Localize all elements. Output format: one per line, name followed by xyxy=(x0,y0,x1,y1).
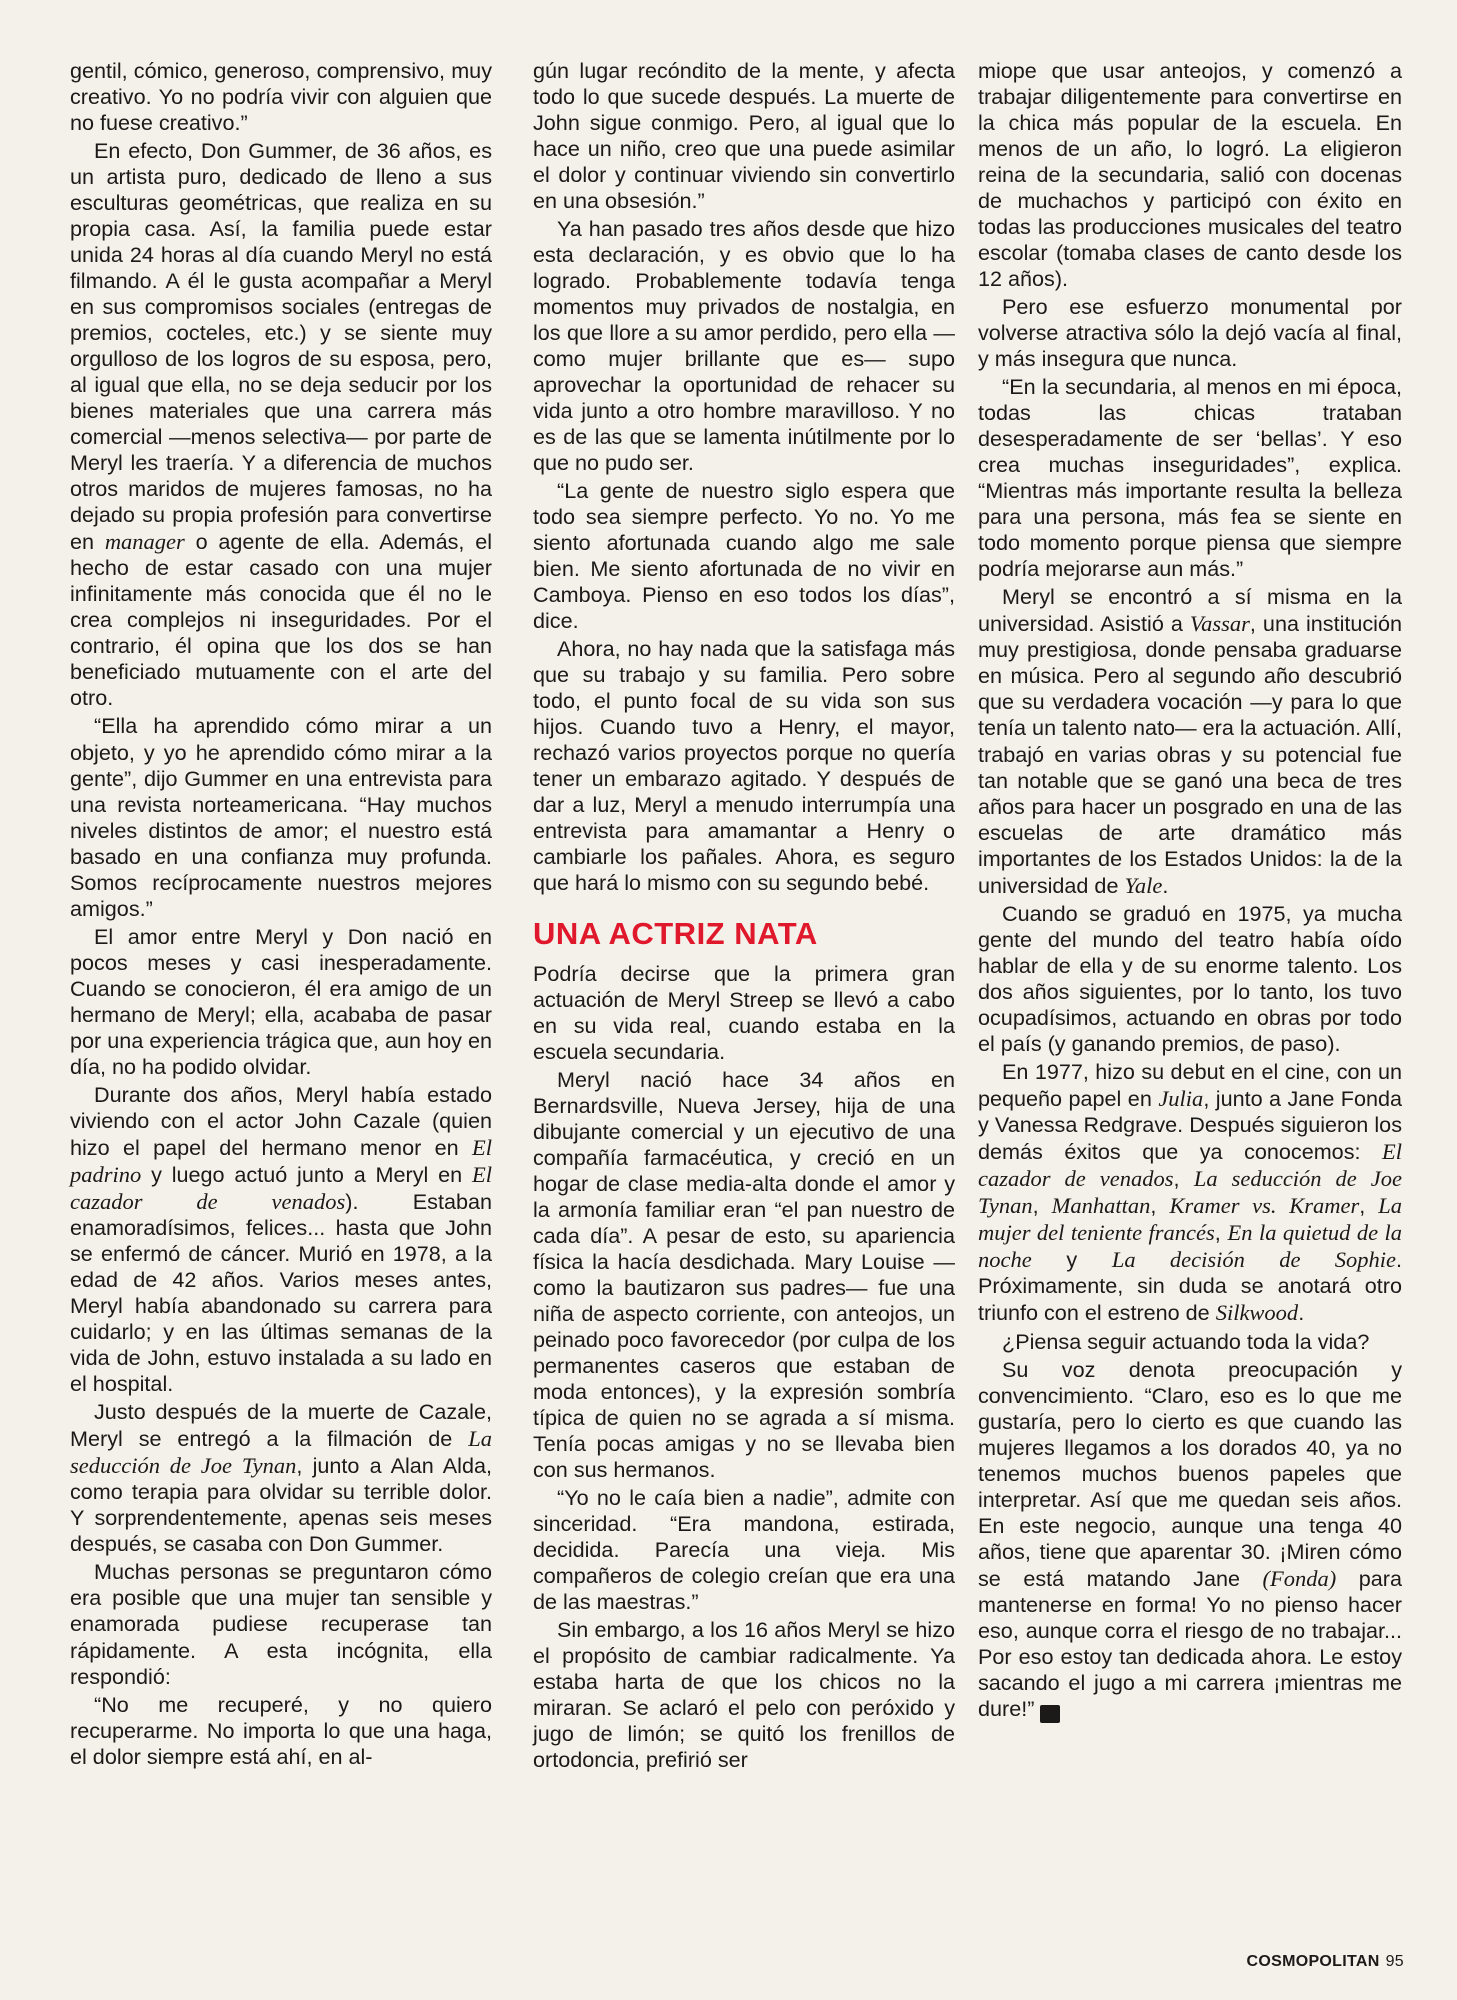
text: Cuando se graduó en 1975, ya mucha gente del mundo del teatro había oído hablar de ella y de su enorme talento. Los dos años siguientes, por lo tanto, los tuvo ocupadísimos, actuando en obras por todo el país (y ganando premios, de paso). xyxy=(978,900,1402,1056)
film-title: La seducción de Joe Tynan xyxy=(70,1426,493,1479)
paragraph xyxy=(70,1692,492,1770)
film-title: El cazador de venados xyxy=(70,1161,493,1214)
text: Podría decirse que la primera gran actuación de Meryl Streep se llevó a cabo en su vida real, cuando estaba en la escuela secundaria. xyxy=(533,960,955,1064)
paragraph xyxy=(978,584,1402,898)
text: Muchas personas se preguntaron cómo era posible que una mujer tan sensible y enamorada pudiese recuperase tan rápidamente. A esta incógnita, ella respondió: xyxy=(70,1559,492,1689)
text: , una institución muy prestigiosa, donde pensaba graduarse en música. Pero al segundo año descubrió que su verdadera vocación —y para lo que tenía un talento nato— era la actuación. Allí, trabajó en varias obras y su potencial fue tan notable que se ganó una beca de tres años para hacer un posgrado en una de las escuelas de arte dramático más importantes de los Estados Unidos: la de la universidad de xyxy=(978,611,1402,898)
film-title: En la quietud de la noche xyxy=(978,1220,1402,1273)
italic-term: manager xyxy=(104,529,185,555)
text: “Yo no le caía bien a nadie”, admite con sinceridad. “Era mandona, estirada, decidida. Parecía una vieja. Mis compañeros de colegio creían que era una de las maestras.” xyxy=(533,1484,955,1614)
paragraph xyxy=(533,1485,955,1615)
text: miope que usar anteojos, y comenzó a trabajar diligentemente para convertirse en la chica más popular de la escuela. En menos de un año, lo logró. La eligieron reina de la secundaria, salió con docenas de muchachos y participó con éxito en todas las producciones musicales del teatro escolar (tomaba clases de canto desde los 12 años). xyxy=(978,58,1402,292)
text: , junto a Alan Alda, como terapia para olvidar su terrible dolor. Y sorprendentemente, apenas seis meses después, se casaba con Don Gummer. xyxy=(70,1453,492,1557)
text: gún lugar recóndito de la mente, y afecta todo lo que sucede después. La muerte de John sigue conmigo. Pero, al igual que lo hace un niño, creo que una puede asimilar el dolor y continuar viviendo sin convertirlo en una obsesión.” xyxy=(533,58,955,214)
text: Meryl se encontró a sí misma en la universidad. Asistió a xyxy=(978,584,1402,637)
text: . Próximamente, sin duda se anotará otro triunfo con el estreno de xyxy=(978,1247,1402,1326)
text: “Ella ha aprendido cómo mirar a un objeto, y yo he aprendido cómo mirar a la gente”, dijo Gummer en una entrevista para una revista norteamericana. “Hay muchos niveles distintos de amor; el nuestro está basado en una confianza muy profunda. Somos recíprocamente nuestros mejores amigos.” xyxy=(70,713,492,921)
text: Meryl nació hace 34 años en Bernardsville, Nueva Jersey, hija de una dibujante comercial y un ejecutivo de una compañía farmacéutica, y creció en un hogar de clase media-alta donde el amor y la armonía familiar eran “el pan nuestro de cada día”. A pesar de esto, su apariencia física la hacía desdichada. Mary Louise —como la bautizaron sus padres— fue una niña de aspecto corriente, con anteojos, un peinado poco favorecedor (por culpa de los permanentes caseros que estaban de moda entonces), y la expresión sombría típica de quien no se agrada a sí misma. Tenía pocas amigas y no se llevaba bien con sus hermanos. xyxy=(533,1066,955,1482)
magazine-name: COSMOPOLITAN xyxy=(1246,1953,1380,1970)
institution-name: Yale xyxy=(1124,872,1163,898)
text: . xyxy=(1298,1300,1305,1326)
page-footer xyxy=(1247,1953,1404,1971)
text: . xyxy=(1162,872,1169,898)
film-title: La seducción de Joe Tynan xyxy=(978,1166,1402,1219)
paragraph xyxy=(70,138,492,711)
text: y xyxy=(1066,1247,1078,1273)
text: , junto a Jane Fonda y Vanessa Redgrave. Después siguieron los demás éxitos que ya conocemos: xyxy=(978,1085,1403,1164)
end-mark-icon: C xyxy=(1040,1705,1060,1723)
film-title: El padrino xyxy=(70,1134,492,1187)
text: Pero ese esfuerzo monumental por volverse atractiva sólo la dejó vacía al final, y más insegura que nunca. xyxy=(978,294,1402,372)
paragraph xyxy=(978,294,1402,372)
text: Ya han pasado tres años desde que hizo esta declaración, y es obvio que lo ha logrado. Probablemente todavía tenga momentos muy privados de nostalgia, en los que llore a su amor perdido, pero ella —como mujer brillante que es— supo aprovechar la oportunidad de rehacer su vida junto a otro hombre maravilloso. Y no es de las que se lamenta inútilmente por lo que no pudo ser. xyxy=(533,216,955,476)
column-3 xyxy=(978,58,1402,1725)
text: , xyxy=(1032,1193,1039,1219)
text: “No me recuperé, y no quiero recuperarme. No importa lo que una haga, el dolor siempre está ahí, en al- xyxy=(70,1691,492,1769)
text: Sin embargo, a los 16 años Meryl se hizo el propósito de cambiar radicalmente. Ya estaba harta de que los chicos no la miraran. Se aclaró el pelo con peróxido y jugo de limón; se quitó los frenillos de ortodoncia, prefirió ser xyxy=(533,1616,955,1773)
paragraph xyxy=(978,1329,1402,1355)
column-1 xyxy=(70,58,492,1772)
paragraph xyxy=(70,1559,492,1689)
text: En 1977, hizo su debut en el cine, con un pequeño papel en xyxy=(978,1058,1402,1111)
text: Ahora, no hay nada que la satisfaga más que su trabajo y su familia. Pero sobre todo, el punto focal de su vida son sus hijos. Cuando tuvo a Henry, el mayor, rechazó varios proyectos porque no quería tener un embarazo agitado. Y después de dar a luz, Meryl a menudo interrumpía una entrevista para amamantar a Henry o cambiarle los pañales. Ahora, es seguro que hará lo mismo con su segundo bebé. xyxy=(533,636,955,896)
text: “En la secundaria, al menos en mi época, todas las chicas trataban desesperadamente de ser ‘bellas’. Y eso crea muchas inseguridades”, explica. “Mientras más importante resulta la belleza para una persona, más fea se siente en todo momento porque piensa que siempre podría mejorarse aun más.” xyxy=(978,374,1402,582)
paragraph xyxy=(978,58,1402,292)
text: En efecto, Don Gummer, de 36 años, es un artista puro, dedicado de lleno a sus esculturas geométricas, que realiza en su propia casa. Así, la familia puede estar unida 24 horas al día cuando Meryl no está filmando. A él le gusta acompañar a Meryl en sus compromisos sociales (entregas de premios, cocteles, etc.) y se siente muy orgulloso de los logros de su esposa, pero, al igual que ella, no se deja seducir por los bienes materiales que una carrera más comercial —menos selectiva— por parte de Meryl les traería. Y a diferencia de muchos otros maridos de mujeres famosas, no ha dejado su propia profesión para convertirse en xyxy=(70,138,492,555)
film-title: Manhattan xyxy=(1051,1193,1151,1219)
paragraph xyxy=(533,636,955,896)
paragraph xyxy=(70,1399,492,1557)
film-title: El cazador de venados xyxy=(978,1138,1403,1192)
paragraph xyxy=(978,1059,1402,1327)
text: , xyxy=(1173,1166,1180,1192)
paragraph xyxy=(70,713,492,921)
paragraph xyxy=(70,1082,492,1397)
italic-note: (Fonda) xyxy=(1262,1565,1337,1591)
paragraph xyxy=(978,1357,1402,1723)
paragraph xyxy=(70,924,492,1080)
paragraph xyxy=(70,58,492,136)
text: y luego actuó junto a Meryl en xyxy=(151,1161,463,1187)
text: Su voz denota preocupación y convencimiento. “Claro, eso es lo que me gustaría, pero lo cierto es que cuando las mujeres llegamos a los dorados 40, ya no tenemos muchos buenos papeles que interpretar. Así que me quedan seis años. En este negocio, aunque una tenga 40 años, tiene que aparentar 30. ¡Miren cómo se está matando Jane xyxy=(978,1356,1402,1591)
film-title: Silkwood xyxy=(1215,1300,1299,1326)
film-title: Kramer vs. Kramer xyxy=(1169,1193,1360,1219)
paragraph xyxy=(533,58,955,214)
text: Justo después de la muerte de Cazale, Meryl se entregó a la filmación de xyxy=(70,1399,492,1452)
paragraph xyxy=(533,1067,955,1483)
text: para mantenerse en forma! Yo no pienso hacer eso, aunque corra el riesgo de no trabajar... Por eso estoy tan dedicada ahora. Le estoy sacando el jugo a mi carrera ¡mientras me dure!” xyxy=(978,1565,1403,1721)
text: El amor entre Meryl y Don nació en pocos meses y casi inesperadamente. Cuando se conocieron, él era amigo de un hermano de Meryl; ella, acababa de pasar por una experiencia trágica que, aun hoy en día, no ha podido olvidar. xyxy=(70,923,492,1079)
section-heading: UNA ACTRIZ NATA xyxy=(533,915,818,951)
column-2 xyxy=(533,58,955,1775)
text: Durante dos años, Meryl había estado viviendo con el actor John Cazale (quien hizo el papel del hermano menor en xyxy=(70,1081,492,1160)
text: , xyxy=(1150,1193,1157,1219)
text: , xyxy=(1359,1193,1366,1219)
text: , xyxy=(1214,1220,1221,1246)
text: ). Estaban enamoradísimos, felices... hasta que John se enfermó de cáncer. Murió en 1978, a la edad de 42 años. Varios meses antes, Meryl había abandonado su carrera para cuidarlo; y en las últimas semanas de la vida de John, estuvo instalada a su lado en el hospital. xyxy=(70,1188,492,1397)
paragraph xyxy=(533,478,955,634)
page-number: 95 xyxy=(1385,1953,1404,1970)
text: ¿Piensa seguir actuando toda la vida? xyxy=(1002,1328,1370,1354)
film-title: Julia xyxy=(1158,1085,1204,1111)
paragraph xyxy=(533,1617,955,1773)
paragraph xyxy=(533,961,955,1065)
text: o agente de ella. Además, el hecho de estar casado con una mujer infinitamente más conocida que él no le crea complejos ni inseguridades. Por el contrario, él opina que los dos se han beneficiado mutuamente con el arte del otro. xyxy=(70,529,493,711)
text: gentil, cómico, generoso, comprensivo, muy creativo. Yo no podría vivir con alguien que no fuese creativo.” xyxy=(70,58,492,136)
film-title: La decisión de Sophie xyxy=(1111,1247,1396,1273)
paragraph xyxy=(978,374,1402,582)
paragraph xyxy=(978,901,1402,1057)
text: “La gente de nuestro siglo espera que todo sea siempre perfecto. Yo no. Yo me siento afortunada cuando algo me sale bien. Me siento afortunada de no vivir en Camboya. Pienso en eso todos los días”, dice. xyxy=(533,478,955,634)
film-title: La mujer del teniente francés xyxy=(978,1193,1403,1246)
institution-name: Vassar xyxy=(1189,611,1250,637)
paragraph xyxy=(533,216,955,476)
